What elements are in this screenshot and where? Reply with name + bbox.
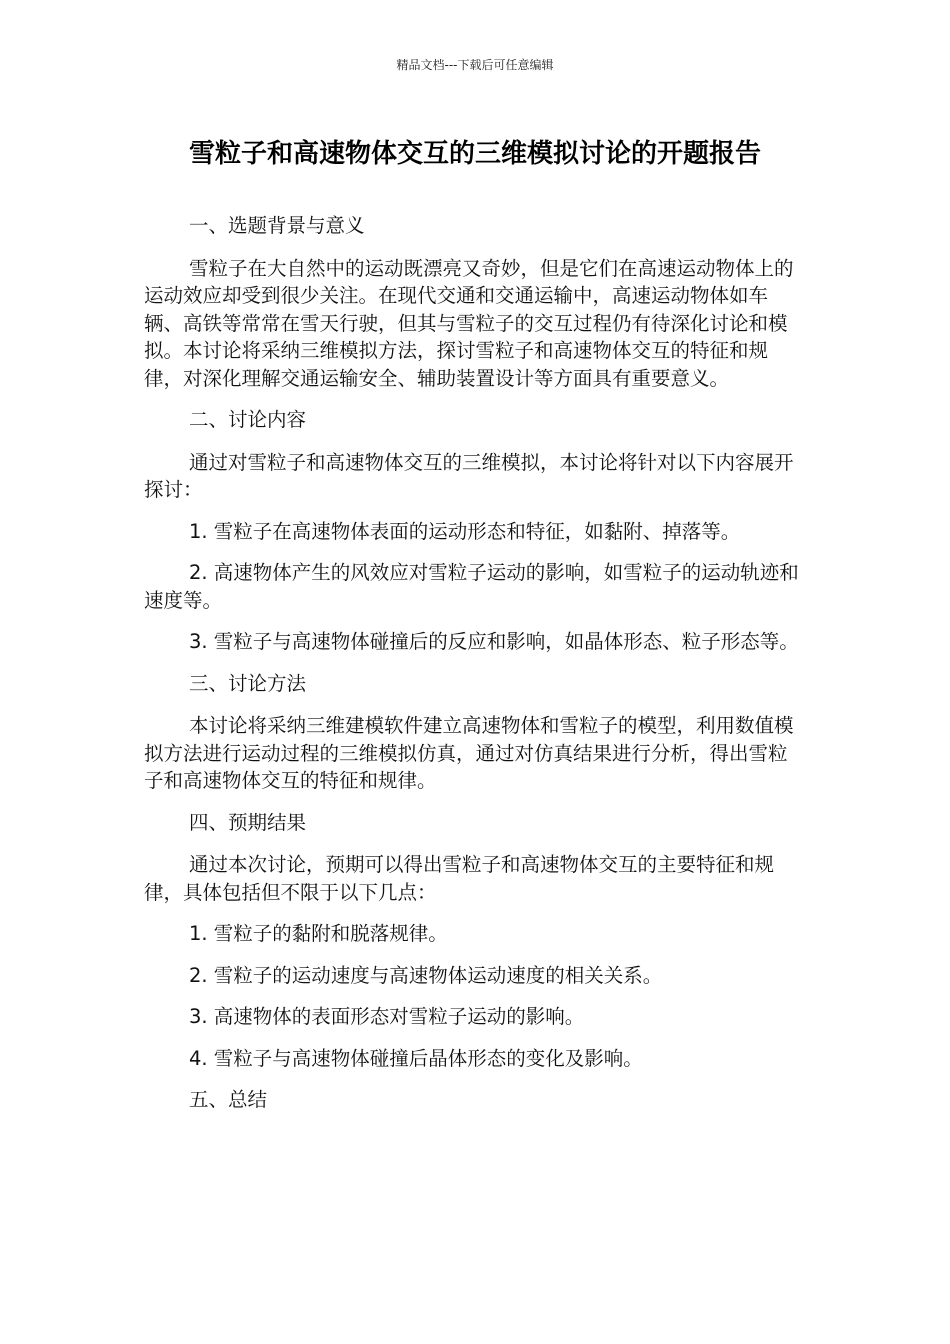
section-heading-background: 一、选题背景与意义	[189, 214, 365, 237]
header-watermark: 精品文档---下载后可任意编辑	[396, 58, 554, 72]
section-heading-summary: 五、总结	[189, 1088, 268, 1111]
list-item-results-3: 3. 高速物体的表面形态对雪粒子运动的影响。	[189, 1005, 585, 1028]
document-body	[144, 212, 800, 1129]
paragraph-content-intro: 通过对雪粒子和高速物体交互的三维模拟，本讨论将针对以下内容展开探讨：	[144, 450, 794, 501]
list-item-content-2: 2. 高速物体产生的风效应对雪粒子运动的影响，如雪粒子的运动轨迹和速度等。	[144, 561, 799, 612]
paragraph-results-intro: 通过本次讨论，预期可以得出雪粒子和高速物体交互的主要特征和规律，具体包括但不限于以下几点：	[144, 853, 775, 904]
section-heading-method: 三、讨论方法	[189, 671, 307, 695]
list-item-content-1: 1. 雪粒子在高速物体表面的运动形态和特征，如黏附、掉落等。	[189, 519, 741, 543]
section-heading-results: 四、预期结果	[189, 810, 307, 834]
list-item-content-3: 3. 雪粒子与高速物体碰撞后的反应和影响，如晶体形态、粒子形态等。	[189, 630, 799, 653]
section-heading-content: 二、讨论内容	[189, 408, 307, 431]
list-item-results-1: 1. 雪粒子的黏附和脱落规律。	[189, 922, 448, 945]
paragraph-method: 本讨论将采纳三维建模软件建立高速物体和雪粒子的模型，利用数值模拟方法进行运动过程的三维模拟仿真，通过对仿真结果进行分析，得出雪粒子和高速物体交互的特征和规律。	[144, 714, 794, 792]
document-title: 雪粒子和高速物体交互的三维模拟讨论的开题报告	[188, 139, 761, 169]
paragraph-background: 雪粒子在大自然中的运动既漂亮又奇妙，但是它们在高速运动物体上的运动效应却受到很少关注。在现代交通和交通运输中，高速运动物体如车辆、高铁等常常在雪天行驶，但其与雪粒子的交互过程仍有待深化讨论和模拟。本讨论将采纳三维模拟方法，探讨雪粒子和高速物体交互的特征和规律，对深化理解交通运输安全、辅助装置设计等方面具有重要意义。	[144, 256, 794, 390]
list-item-results-4: 4. 雪粒子与高速物体碰撞后晶体形态的变化及影响。	[189, 1046, 643, 1070]
list-item-results-2: 2. 雪粒子的运动速度与高速物体运动速度的相关关系。	[189, 963, 663, 987]
